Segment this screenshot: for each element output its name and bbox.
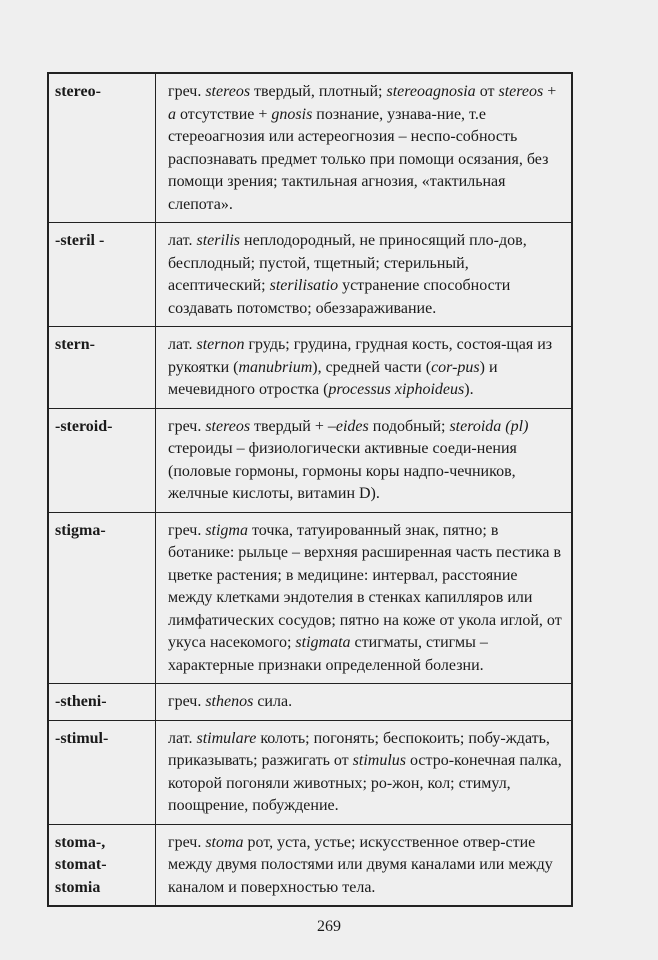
definition-text: твердый + xyxy=(250,417,328,435)
definition-latin-term: manubrium xyxy=(238,358,313,376)
definition-cell xyxy=(156,720,573,824)
definition-cell xyxy=(156,327,573,409)
term-cell xyxy=(48,223,156,327)
glossary-row xyxy=(48,824,572,906)
definition-latin-term: gnosis xyxy=(271,105,313,123)
term-label: -stimul- xyxy=(55,729,109,747)
glossary-row xyxy=(48,684,572,721)
term-cell xyxy=(48,720,156,824)
definition-text: греч. xyxy=(168,521,206,539)
definition-text: точка, татуированный знак, пятно; в ботанике: рыльце – верхняя расширенная часть пестика в цветке растения; в медицине: интервал, расстояние между клетками эндотелия в стенках капилляров или лимфатических сосудов; пятно на коже от укола иглой, от укуса насекомого; xyxy=(168,521,562,651)
definition-text: стигматы, стигмы – характерные признаки определенной болезни. xyxy=(168,634,488,674)
term-label: -steril - xyxy=(55,232,105,249)
glossary-row xyxy=(48,327,572,409)
definition-latin-term: stereoagnosia xyxy=(386,83,476,100)
definition-cell xyxy=(156,223,573,327)
definition-text: греч. xyxy=(168,83,206,100)
definition-latin-term: cor-pus xyxy=(431,358,480,376)
term-label: -stheni- xyxy=(55,693,107,710)
term-label: stigma- xyxy=(55,521,106,539)
glossary-row xyxy=(48,512,572,684)
definition-text: сила. xyxy=(253,693,293,710)
term-label: -steroid- xyxy=(55,417,113,435)
definition-text: остро-конечная палка, которой погоняли животных; ро-жон, кол; стимул, поощрение, побуждение. xyxy=(168,752,562,814)
definition-latin-term: sterilis xyxy=(196,232,241,249)
definition-latin-term: stoma xyxy=(205,833,244,851)
definition-text: лат. xyxy=(168,336,197,353)
definition-text: ). xyxy=(464,381,474,398)
glossary-row xyxy=(48,408,572,512)
page-number: 269 xyxy=(317,918,341,935)
glossary-row xyxy=(48,73,572,223)
definition-latin-term: stimulare xyxy=(196,729,257,747)
definition-latin-term: stereos xyxy=(205,417,251,435)
term-label: stomat- xyxy=(55,856,107,873)
glossary-body xyxy=(48,73,572,906)
definition-text: лат. xyxy=(168,232,197,249)
definition-text: твердый, плотный; xyxy=(250,83,387,100)
definition-text: от xyxy=(475,83,499,100)
definition-cell xyxy=(156,512,573,684)
definition-latin-term: sternon xyxy=(196,336,245,353)
definition-latin-term: steroida (pl) xyxy=(449,417,529,435)
definition-text: греч. xyxy=(168,693,206,710)
term-label: stereo- xyxy=(55,83,101,100)
definition-text: стероиды – физиологически активные соеди-нения (половые гормоны, гормоны коры надпо-чечников, желчные кислоты, витамин D). xyxy=(168,440,517,502)
definition-cell xyxy=(156,824,573,906)
term-cell xyxy=(48,73,156,223)
definition-text: подобный; xyxy=(368,417,450,435)
term-cell xyxy=(48,684,156,721)
definition-text: лат. xyxy=(168,729,197,747)
definition-text: устранение способности создавать потомство; обеззараживание. xyxy=(168,277,511,317)
definition-text: греч. xyxy=(168,417,206,435)
definition-text: + xyxy=(543,83,557,100)
definition-text: грудь; грудина, грудная кость, состоя-щая из рукоятки ( xyxy=(168,336,553,376)
definition-cell xyxy=(156,408,573,512)
definition-text: колоть; погонять; беспокоить; побу-ждать, приказывать; разжигать от xyxy=(168,729,550,769)
definition-latin-term: –eides xyxy=(327,417,369,435)
term-label: stomia xyxy=(55,878,101,896)
definition-latin-term: stimulus xyxy=(352,752,407,769)
definition-cell xyxy=(156,684,573,721)
term-label: stern- xyxy=(55,336,95,353)
definition-text: ), средней части ( xyxy=(312,358,432,376)
definition-text: греч. xyxy=(168,833,206,851)
definition-latin-term: a xyxy=(168,105,176,123)
definition-text: рот, уста, устье; искусственное отвер-стие между двумя полостями или двумя каналами или между каналом и поверхностью тела. xyxy=(168,833,553,896)
definition-latin-term: sterilisatio xyxy=(269,277,339,294)
glossary-row xyxy=(48,223,572,327)
definition-text: ) и мечевидного отростка ( xyxy=(168,358,498,398)
definition-latin-term: stereos xyxy=(205,83,251,100)
definition-text: отсутствие + xyxy=(176,105,272,123)
glossary-table xyxy=(47,72,573,907)
definition-latin-term: sthenos xyxy=(205,693,254,710)
definition-latin-term: stigmata xyxy=(295,634,351,651)
glossary-row xyxy=(48,720,572,824)
definition-latin-term: stigma xyxy=(205,521,248,539)
term-cell xyxy=(48,408,156,512)
term-cell xyxy=(48,824,156,906)
definition-text: познание, узнава-ние, т.е стереоагнозия или астереогнозия – неспо-собность распознавать предмет только при помощи осязания, без помощи зрения; тактильная агнозия, «тактильная слепота». xyxy=(168,105,549,213)
definition-text: неплодородный, не приносящий пло-дов, бесплодный; пустой, тщетный; стерильный, асептический; xyxy=(168,232,527,294)
term-cell xyxy=(48,512,156,684)
definition-latin-term: stereos xyxy=(498,83,544,100)
definition-cell xyxy=(156,73,573,223)
term-label: stoma-, xyxy=(55,833,106,851)
definition-latin-term: processus xiphoideus xyxy=(328,381,465,398)
term-cell xyxy=(48,327,156,409)
